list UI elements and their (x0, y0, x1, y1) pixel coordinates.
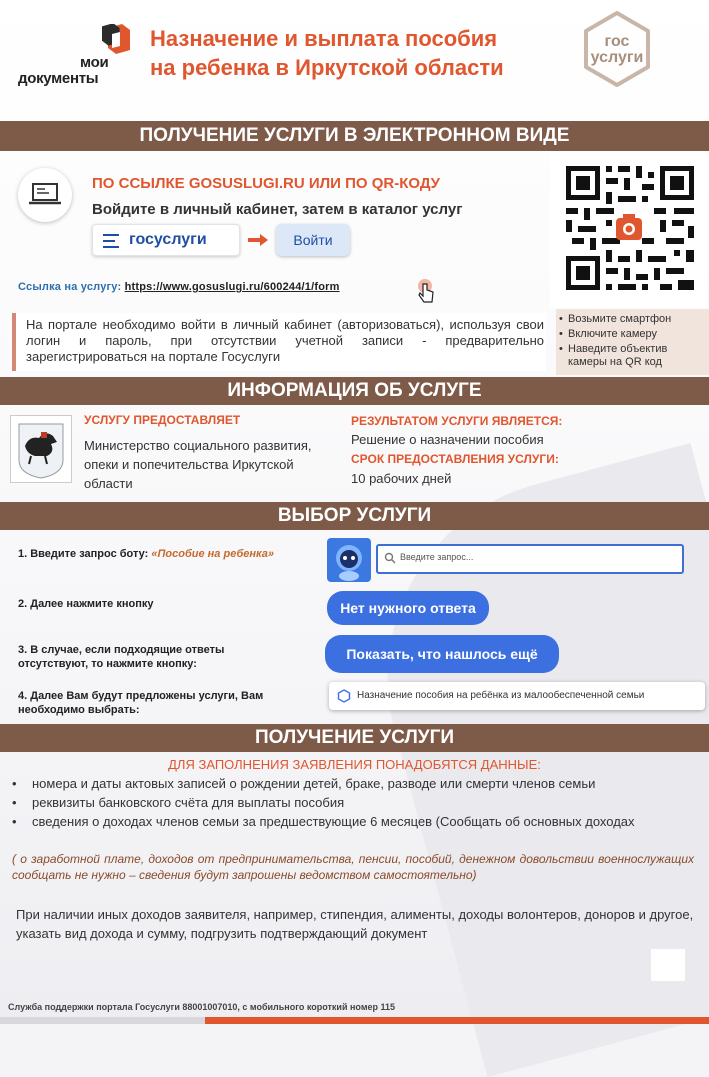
bot-search-input[interactable] (376, 544, 684, 574)
page-title (150, 24, 570, 82)
arrow-right-icon (248, 234, 268, 246)
login-button[interactable]: Войти (276, 224, 350, 256)
required-data-heading: ДЛЯ ЗАПОЛНЕНИЯ ЗАЯВЛЕНИЯ ПОНАДОБЯТСЯ ДАННЫЕ: (168, 757, 541, 772)
gosuslugi-button[interactable] (92, 224, 240, 256)
footer-bar-grey (0, 1017, 205, 1024)
qr-step-1: • Возьмите смартфон (556, 313, 709, 326)
show-more-button[interactable]: Показать, что нашлось ещё (325, 635, 559, 673)
menu-icon (103, 233, 123, 249)
link-heading: ПО ССЫЛКЕ GOSUSLUGI.RU ИЛИ ПО QR-КОДУ (92, 175, 441, 192)
bullet-item: • реквизиты банковского счёта для выплаты пособия (12, 794, 692, 811)
authorization-note-text: На портале необходимо войти в личный кабинет (авторизоваться), используя свои логин и пароль, при отсутствии учетной записи - предварительно зарегистрироваться на портале Госуслуги (26, 317, 544, 364)
service-choice-option[interactable] (329, 682, 705, 710)
search-icon (384, 552, 396, 564)
qr-step-3: • Наведите объектив камеры на QR код (556, 343, 709, 369)
gosuslugi-button-label: госуслуги (129, 231, 207, 248)
moi-dokumenty-logo (18, 22, 128, 92)
bullet-item: • сведения о доходах членов семьи за предшествующие 6 месяцев (Сообщать об основных доходах (12, 813, 692, 830)
search-placeholder: Введите запрос... (400, 552, 474, 562)
section-bar-choice: ВЫБОР УСЛУГИ (0, 502, 709, 530)
moi-dokumenty-mark-icon (102, 24, 130, 54)
service-url[interactable]: https://www.gosuslugi.ru/600244/1/form (124, 281, 340, 293)
step-1 (18, 547, 274, 561)
bullet-text-3: сведения о доходах членов семьи за предшествующие 6 месяцев (Сообщать об основных доходах (32, 814, 635, 829)
income-note: ( о заработной плате, доходов от предпринимательства, пенсии, пособий, денежном довольствии военнослужащих сообщать не нужно – сведения будут запрошены ведомством самостоятельно) (12, 852, 694, 882)
pointer-hand-icon (416, 278, 436, 304)
robot-icon (327, 538, 371, 582)
result-text: Решение о назначении пособия (351, 432, 544, 447)
irkutsk-emblem-icon (10, 415, 72, 483)
step-4 (18, 689, 263, 717)
white-square (651, 949, 685, 981)
step-3-line1: 3. В случае, если подходящие ответы (18, 644, 225, 656)
term-text: 10 рабочих дней (351, 471, 452, 486)
bullet-text-2: реквизиты банковского счёта для выплаты пособия (32, 795, 345, 810)
step-1-query: «Пособие на ребенка» (151, 548, 274, 560)
footer-bar-orange (205, 1017, 709, 1024)
step-3-line2: отсутствуют, то нажмите кнопку: (18, 658, 197, 670)
section-bar-info: ИНФОРМАЦИЯ ОБ УСЛУГЕ (0, 377, 709, 405)
provider-heading: УСЛУГУ ПРЕДОСТАВЛЯЕТ (84, 413, 241, 427)
qr-step-2: • Включите камеру (556, 328, 709, 341)
link-subheading: Войдите в личный кабинет, затем в каталог услуг (92, 201, 463, 218)
laptop-icon (18, 168, 72, 222)
bullet-text-1: номера и даты актовых записей о рождении детей, браке, разводе или смерти членов семьи (32, 776, 596, 791)
provider-text: Министерство социального развития, опеки и попечительства Иркутской области (84, 438, 312, 491)
gos-logo-line2: услуги (590, 49, 644, 66)
bot-avatar (327, 538, 371, 582)
step-4-line1: 4. Далее Вам будут предложены услуги, Вам (18, 690, 264, 702)
term-heading: СРОК ПРЕДОСТАВЛЕНИЯ УСЛУГИ: (351, 452, 559, 466)
link-label: Ссылка на услугу: (18, 281, 122, 293)
other-income-text: При наличии иных доходов заявителя, например, стипендия, алименты, доходы волонтеров, доноров и другое, указать вид дохода и сумму, подгрузить подтверждающий документ (16, 907, 694, 941)
qr-code (550, 152, 708, 308)
step-4-line2: необходимо выбрать: (18, 704, 140, 716)
authorization-note (12, 313, 546, 371)
logo-text-moi: мои (80, 54, 109, 71)
qr-steps (556, 309, 709, 375)
page-title-line2: на ребенка в Иркутской области (150, 55, 504, 80)
step-1-text: 1. Введите запрос боту: (18, 548, 149, 560)
service-choice-label: Назначение пособия на ребёнка из малообеспеченной семьи (357, 690, 645, 701)
page-title-line1: Назначение и выплата пособия (150, 26, 498, 51)
step-3 (18, 643, 224, 671)
step-2: 2. Далее нажмите кнопку (18, 598, 154, 610)
gos-logo-line1: гос (604, 33, 630, 50)
support-footer: Служба поддержки портала Госуслуги 88001007010, с мобильного короткий номер 115 (8, 1002, 395, 1012)
service-link (18, 281, 340, 293)
no-answer-button[interactable]: Нет нужного ответа (327, 591, 489, 625)
bullet-item: • номера и даты актовых записей о рождении детей, браке, разводе или смерти членов семьи (12, 775, 692, 792)
section-bar-electronic: ПОЛУЧЕНИЕ УСЛУГИ В ЭЛЕКТРОННОМ ВИДЕ (0, 121, 709, 151)
result-heading: РЕЗУЛЬТАТОМ УСЛУГИ ЯВЛЯЕТСЯ: (351, 414, 563, 428)
hexagon-icon (337, 689, 351, 703)
section-bar-receive: ПОЛУЧЕНИЕ УСЛУГИ (0, 724, 709, 752)
logo-text-dokumenty: документы (18, 70, 99, 87)
gosuslugi-logo (578, 10, 656, 88)
